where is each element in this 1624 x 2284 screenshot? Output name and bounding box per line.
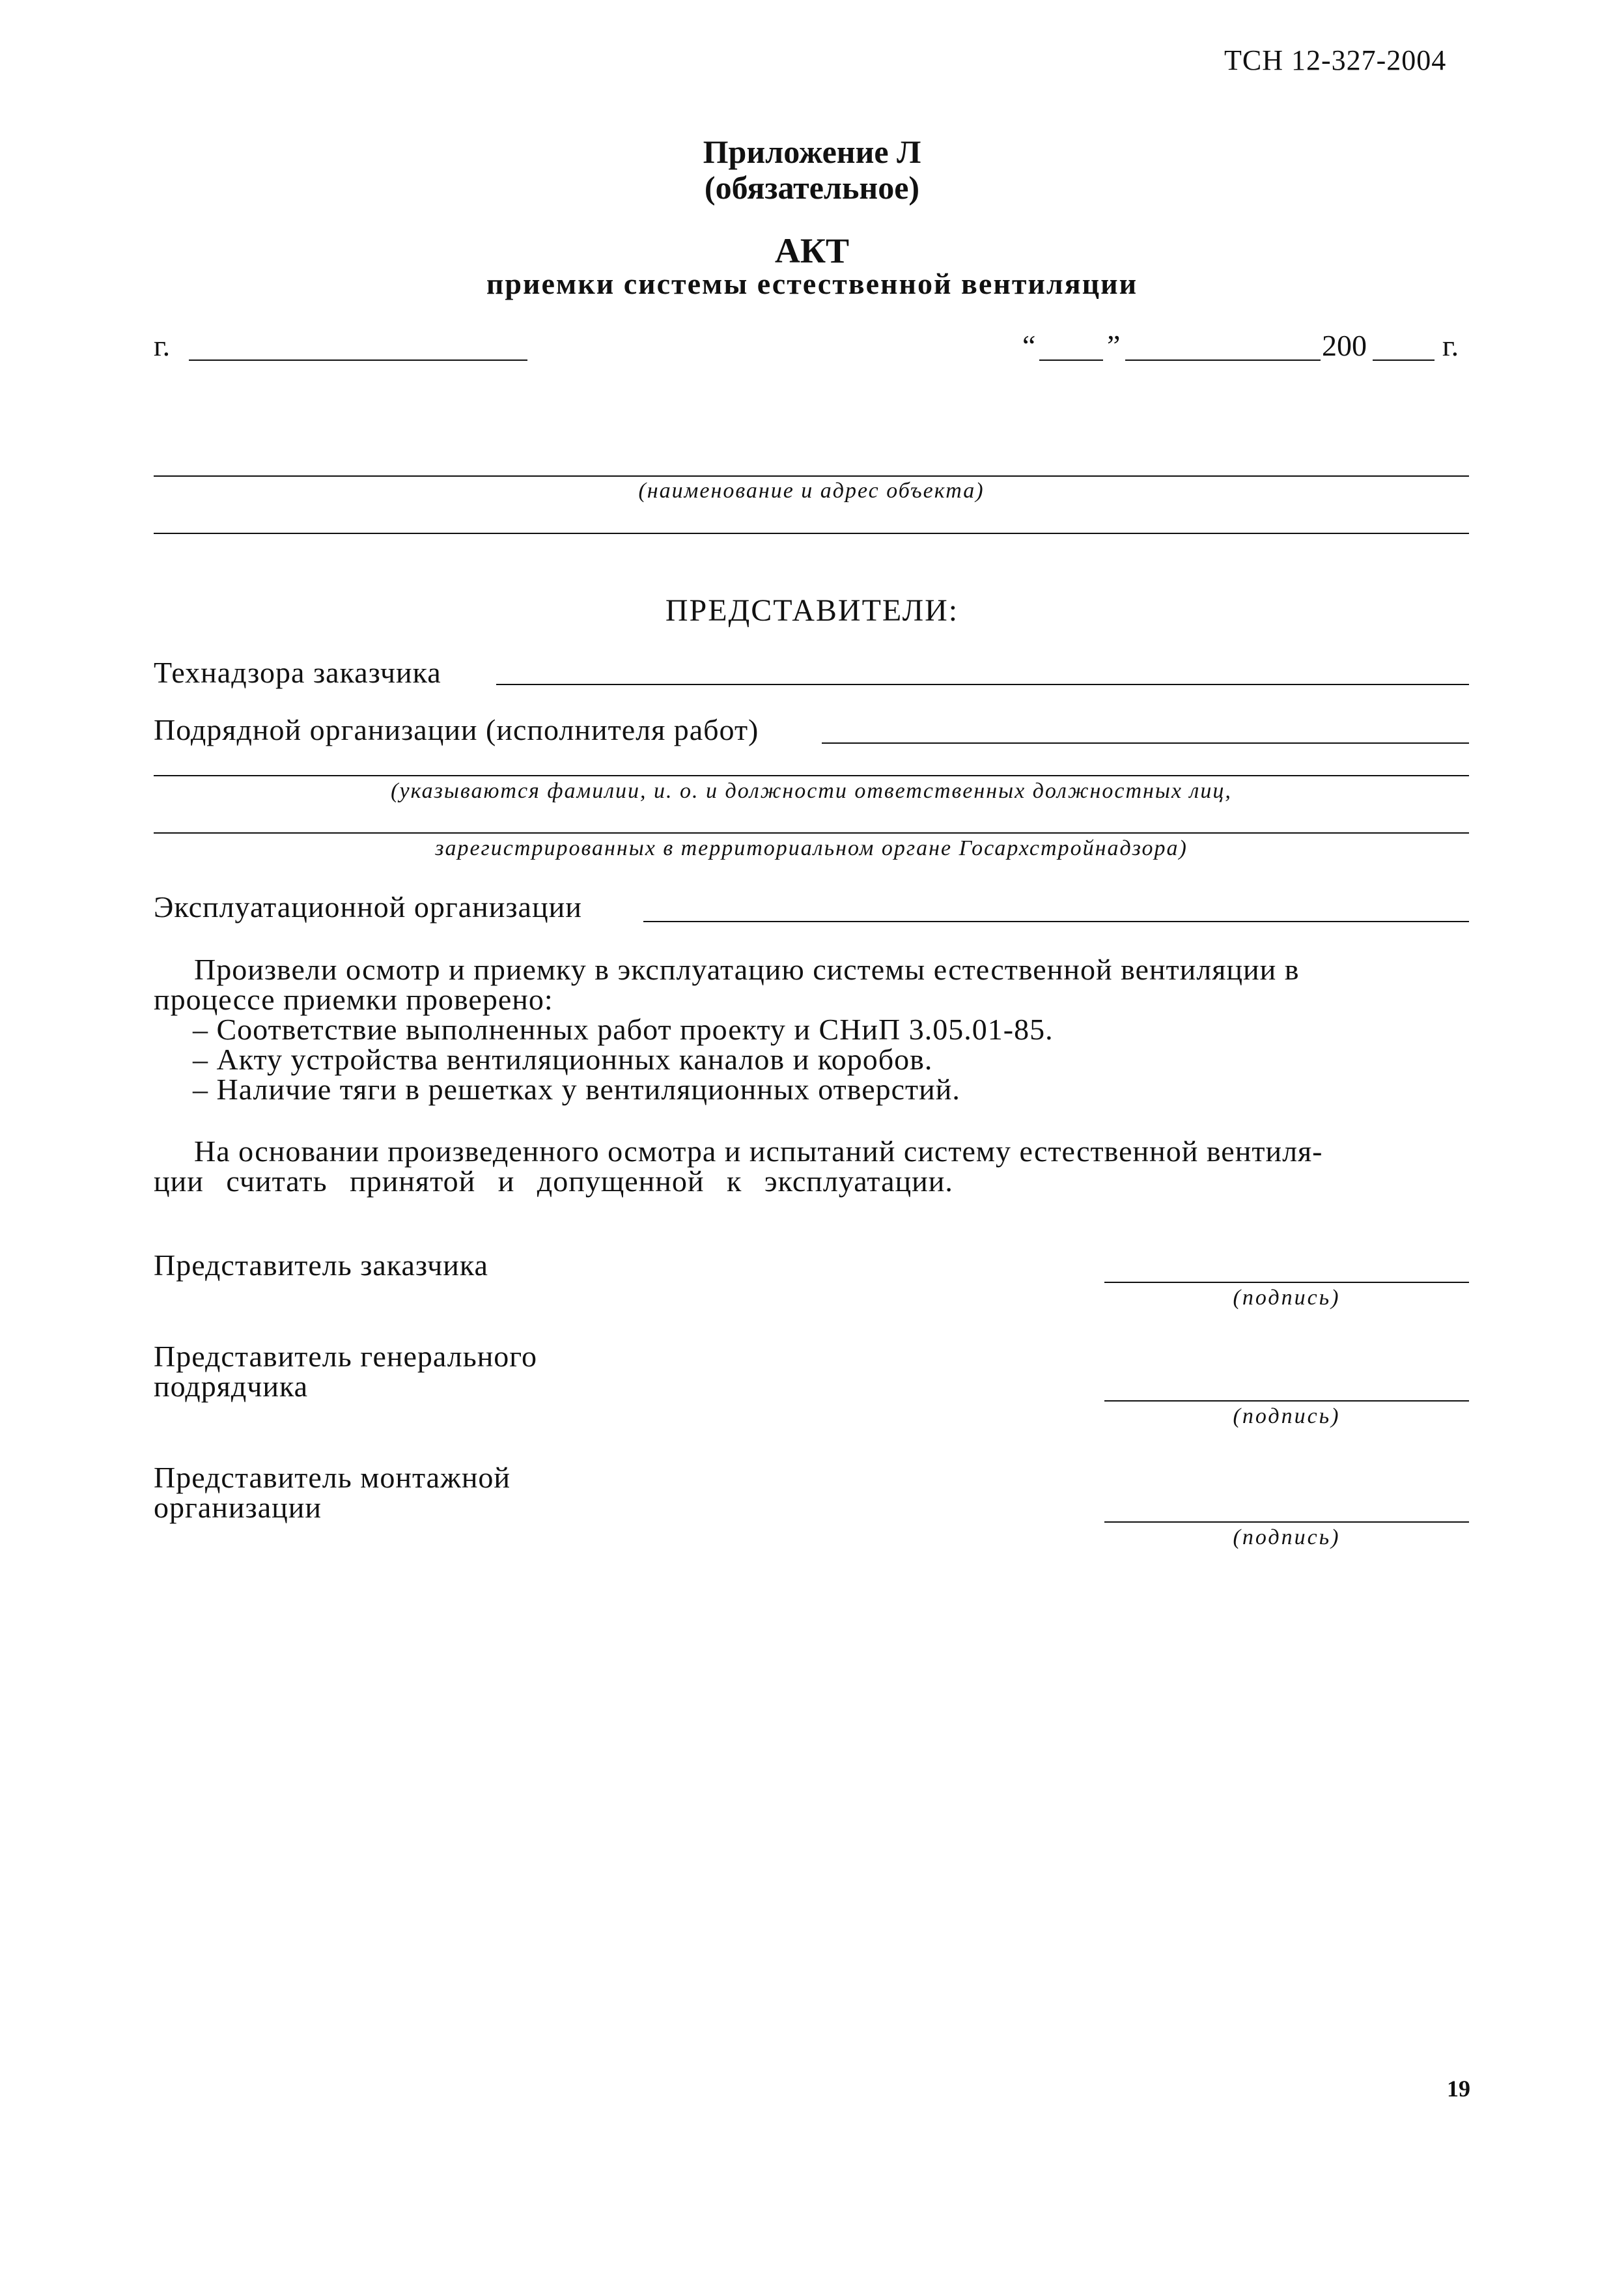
city-prefix: г. <box>154 329 171 362</box>
signature-caption: (подпись) <box>1233 1286 1341 1310</box>
signature-caption: (подпись) <box>1233 1525 1341 1549</box>
contractor-fill-line[interactable] <box>822 742 1469 744</box>
inspection-item: – Акту устройства вентиляционных каналов и коробов. <box>193 1043 933 1076</box>
inspection-item: – Соответствие выполненных работ проекту и СНиП 3.05.01-85. <box>193 1013 1054 1046</box>
inspection-intro-line1: Произвели осмотр и приемку в эксплуатацию системы естественной вентиляции в <box>194 953 1300 986</box>
appendix-subtitle: (обязательное) <box>704 169 920 206</box>
year-fill-line[interactable] <box>1373 360 1435 361</box>
signature-caption: (подпись) <box>1233 1404 1341 1428</box>
signature-label-line2: организации <box>154 1491 322 1524</box>
signature-label-line2: подрядчика <box>154 1370 309 1403</box>
month-fill-line[interactable] <box>1125 360 1321 361</box>
date-open-quote: “ <box>1022 329 1036 362</box>
representatives-heading: ПРЕДСТАВИТЕЛИ: <box>665 593 959 628</box>
object-caption: (наименование и адрес объекта) <box>638 479 985 503</box>
signature-fill-line[interactable] <box>1104 1400 1469 1402</box>
operating-org-label: Эксплуатационной организации <box>154 890 582 923</box>
year-prefix: 200 <box>1322 329 1367 362</box>
operating-org-fill-line[interactable] <box>643 921 1469 922</box>
appendix-title: Приложение Л <box>703 134 921 170</box>
act-title: АКТ <box>774 231 850 270</box>
representatives-fill-line-2[interactable] <box>154 832 1469 834</box>
contractor-label: Подрядной организации (исполнителя работ) <box>154 713 759 746</box>
object-fill-line-2[interactable] <box>154 533 1469 534</box>
date-close-quote: ” <box>1107 329 1121 362</box>
tech-supervision-fill-line[interactable] <box>496 684 1469 685</box>
inspection-item: – Наличие тяги в решетках у вентиляционных отверстий. <box>193 1073 960 1106</box>
signature-label: Представитель заказчика <box>154 1248 488 1282</box>
signature-fill-line[interactable] <box>1104 1282 1469 1283</box>
object-fill-line-1[interactable] <box>154 475 1469 477</box>
conclusion-line1: На основании произведенного осмотра и испытаний систему естественной вентиля- <box>194 1135 1323 1168</box>
signature-label: Представитель монтажной <box>154 1461 511 1494</box>
signature-fill-line[interactable] <box>1104 1521 1469 1523</box>
representatives-caption-line2: зарегистрированных в территориальном органе Госархстройнадзора) <box>435 836 1188 860</box>
act-subtitle: приемки системы естественной вентиляции <box>486 267 1138 300</box>
city-fill-line[interactable] <box>189 360 527 361</box>
page-number: 19 <box>1447 2076 1470 2102</box>
conclusion-line2: ции считать принятой и допущенной к эксплуатации. <box>154 1164 953 1198</box>
signature-label: Представитель генерального <box>154 1340 538 1373</box>
representatives-fill-line-1[interactable] <box>154 775 1469 776</box>
tech-supervision-label: Технадзора заказчика <box>154 656 441 689</box>
year-suffix: г. <box>1442 329 1459 362</box>
inspection-intro-line2: процессе приемки проверено: <box>154 983 553 1016</box>
representatives-caption-line1: (указываются фамилии, и. о. и должности ответственных должностных лиц, <box>391 779 1232 803</box>
day-fill-line[interactable] <box>1039 360 1103 361</box>
document-code: ТСН 12-327-2004 <box>1224 44 1447 76</box>
